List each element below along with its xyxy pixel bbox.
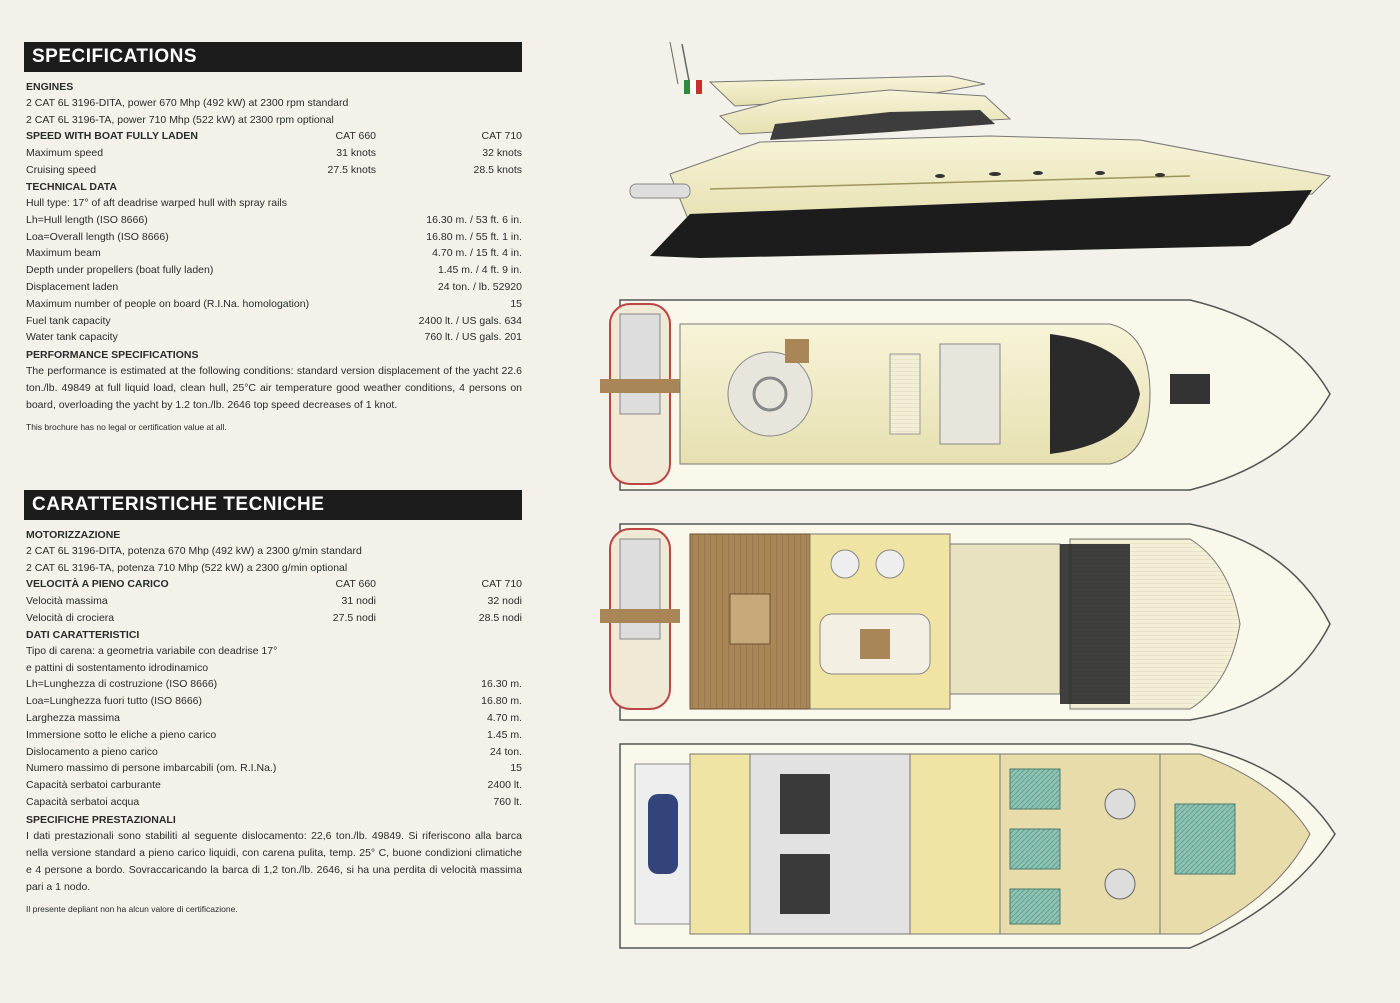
speed-header-row <box>26 128 522 145</box>
tech-value: 24 ton. / lb. 52920 <box>437 281 522 294</box>
engine-starboard <box>780 854 830 914</box>
guest-berth <box>1010 889 1060 924</box>
speed-label: Velocità di crociera <box>26 611 115 624</box>
tech-label: Depth under propellers (boat fully laden) <box>26 264 214 277</box>
tech-row <box>26 262 522 279</box>
technical-data-heading: TECHNICAL DATA <box>26 181 117 194</box>
speed-value: 28.5 knots <box>473 163 522 176</box>
speed-label: Cruising speed <box>26 163 97 176</box>
tech-value: 24 ton. <box>489 745 522 758</box>
speed-value: 27.5 knots <box>327 163 376 176</box>
tech-value: 1.45 m. / 4 ft. 9 in. <box>437 264 522 277</box>
tech-row <box>26 760 522 777</box>
tech-label: Larghezza massima <box>26 711 120 724</box>
tech-value: 16.30 m. / 53 ft. 6 in. <box>426 213 522 226</box>
guest-berth <box>1010 769 1060 809</box>
speed-row <box>26 610 522 627</box>
tech-label: Displacement laden <box>26 281 119 294</box>
yacht-drawings-svg <box>590 24 1390 984</box>
tech-label: Loa=Overall length (ISO 8666) <box>26 230 169 243</box>
specifications-column <box>24 42 522 434</box>
flybridge-deck-plan <box>600 300 1330 490</box>
tender-console <box>620 539 660 639</box>
yacht-drawings <box>590 24 1390 984</box>
technical-data-heading: DATI CARATTERISTICI <box>26 629 140 642</box>
tech-row <box>26 744 522 761</box>
performance-text: The performance is estimated at the following conditions: standard version displacement of the yacht 22.6 ton./lb. 49849 at full liquid load, clean hull, 25°C air temperature good weather conditions, 4 persons on board, overloading the yacht by 1.2 ton./lb. 2646 top speed decreases of 1 knot. <box>26 365 522 412</box>
tech-label: Maximum number of people on board (R.I.Na. homologation) <box>26 297 310 310</box>
tech-label: Lh=Hull length (ISO 8666) <box>26 213 148 226</box>
jet-ski <box>648 794 678 874</box>
swim-platform-steps <box>600 609 680 623</box>
tech-label: Capacità serbatoi acqua <box>26 795 140 808</box>
speed-col-cat660: CAT 660 <box>335 578 376 590</box>
speed-col-cat710: CAT 710 <box>481 130 522 142</box>
helm-station <box>940 344 1000 444</box>
engine-line: 2 CAT 6L 3196-DITA, power 670 Mhp (492 kW) at 2300 rpm standard <box>26 97 349 109</box>
engines-heading: ENGINES <box>26 81 74 93</box>
tech-row <box>26 329 522 346</box>
speed-value: 28.5 nodi <box>478 611 522 624</box>
speed-row <box>26 593 522 610</box>
tender <box>630 184 690 198</box>
speed-label: Maximum speed <box>26 146 104 159</box>
tech-label: Dislocamento a pieno carico <box>26 745 158 758</box>
speed-value: 31 nodi <box>341 594 376 607</box>
tech-row <box>26 794 522 811</box>
disclaimer: Il presente depliant non ha alcun valore di certificazione. <box>26 903 238 914</box>
engine-line: 2 CAT 6L 3196-TA, potenza 710 Mhp (522 kW) a 2300 g/min optional <box>26 561 348 574</box>
sun-lounge <box>728 352 812 436</box>
tech-value: 15 <box>510 297 522 310</box>
tech-value: 760 lt. / US gals. 201 <box>424 331 522 344</box>
tech-label: Loa=Lunghezza fuori tutto (ISO 8666) <box>26 695 202 708</box>
tech-value: 16.30 m. <box>481 678 522 691</box>
tech-row <box>26 727 522 744</box>
tech-label: Capacità serbatoi carburante <box>26 779 161 792</box>
hull-type: Tipo di carena: a geometria variabile con deadrise 17° <box>26 645 278 658</box>
tech-value: 2400 lt. <box>487 779 522 792</box>
galley-dinette <box>950 544 1060 694</box>
head-basin <box>1105 789 1135 819</box>
tech-row <box>26 693 522 710</box>
wet-bar <box>785 339 809 363</box>
tech-value: 4.70 m. / 15 ft. 4 in. <box>432 247 522 260</box>
antenna <box>670 42 678 84</box>
speed-label: Velocità massima <box>26 594 108 607</box>
speed-value: 32 nodi <box>487 594 522 607</box>
tech-row <box>26 777 522 794</box>
caratteristiche-column <box>24 490 522 916</box>
speed-value: 27.5 nodi <box>332 611 376 624</box>
tech-label: Water tank capacity <box>26 331 118 344</box>
speed-value: 32 knots <box>482 146 522 159</box>
windshield <box>1060 544 1130 704</box>
tech-value: 760 lt. <box>493 795 522 808</box>
tech-row <box>26 212 522 229</box>
hull-type: Hull type: 17° of aft deadrise warped hull with spray rails <box>26 197 287 210</box>
speed-heading: VELOCITÀ A PIENO CARICO <box>26 578 169 590</box>
speed-header-row <box>26 576 522 593</box>
tech-label: Immersione sotto le eliche a pieno carico <box>26 728 217 741</box>
swim-platform-steps <box>600 379 680 393</box>
engines-heading: MOTORIZZAZIONE <box>26 529 121 541</box>
speed-col-cat710: CAT 710 <box>481 578 522 590</box>
engine-line: 2 CAT 6L 3196-DITA, potenza 670 Mhp (492 kW) a 2300 g/min standard <box>26 545 362 557</box>
tech-label: Numero massimo di persone imbarcabili (om. R.I.Na.) <box>26 762 277 775</box>
tech-label: Maximum beam <box>26 247 101 260</box>
tech-value: 16.80 m. / 55 ft. 1 in. <box>426 230 522 243</box>
performance-text: I dati prestazionali sono stabiliti al seguente dislocamento: 22,6 ton./lb. 49849. Si riferiscono alla barca nella versione standard a pieno carico liquidi, con carena pulita, temp. 25° C, buone condizioni climatiche e 4 persone a bordo. Sovraccaricando la barca di 1,2 ton./lb. 2646, si ha una perdita di velocità massima pari a 1 nodo. <box>26 829 522 893</box>
tender-console <box>620 314 660 414</box>
speed-row <box>26 162 522 179</box>
salon-table <box>860 629 890 659</box>
passage <box>910 754 1000 934</box>
speed-heading: SPEED WITH BOAT FULLY LADEN <box>26 130 198 142</box>
head-basin <box>1105 869 1135 899</box>
tech-label: Lh=Lunghezza di costruzione (ISO 8666) <box>26 678 218 691</box>
engine-port <box>780 774 830 834</box>
tech-value: 1.45 m. <box>486 728 522 741</box>
side-profile-drawing <box>630 42 1330 258</box>
tech-value: 2400 lt. / US gals. 634 <box>418 314 522 327</box>
speed-row <box>26 145 522 162</box>
italian-flag-icon <box>684 80 702 94</box>
tech-row <box>26 710 522 727</box>
engine-line: 2 CAT 6L 3196-TA, power 710 Mhp (522 kW) at 2300 rpm optional <box>26 113 334 126</box>
mast <box>682 44 690 86</box>
tech-row <box>26 676 522 693</box>
caratteristiche-banner: CARATTERISTICHE TECNICHE <box>24 490 522 520</box>
crew-cabin <box>690 754 750 934</box>
tech-value: 4.70 m. <box>486 711 522 724</box>
guest-berth <box>1010 829 1060 869</box>
foredeck-hatch <box>1170 374 1210 404</box>
armchair <box>831 550 859 578</box>
disclaimer: This brochure has no legal or certification value at all. <box>26 422 227 433</box>
tech-label: Fuel tank capacity <box>26 314 111 327</box>
specifications-banner: SPECIFICATIONS <box>24 42 522 72</box>
tech-row <box>26 313 522 330</box>
tech-value: 15 <box>510 762 522 775</box>
speed-col-cat660: CAT 660 <box>335 130 376 142</box>
cockpit-table <box>730 594 770 644</box>
tech-row <box>26 296 522 313</box>
teak-walkway <box>890 354 920 434</box>
performance-heading: PERFORMANCE SPECIFICATIONS <box>26 349 199 362</box>
tech-row <box>26 229 522 246</box>
tech-row <box>26 279 522 296</box>
performance-heading: SPECIFICHE PRESTAZIONALI <box>26 813 176 826</box>
tech-value: 16.80 m. <box>481 695 522 708</box>
lower-deck-plan <box>620 744 1335 948</box>
main-deck-plan <box>600 524 1330 720</box>
speed-value: 31 knots <box>336 146 376 159</box>
tech-row <box>26 245 522 262</box>
armchair <box>876 550 904 578</box>
hull-type: e pattini di sostentamento idrodinamico <box>26 661 209 674</box>
vip-berth <box>1175 804 1235 874</box>
